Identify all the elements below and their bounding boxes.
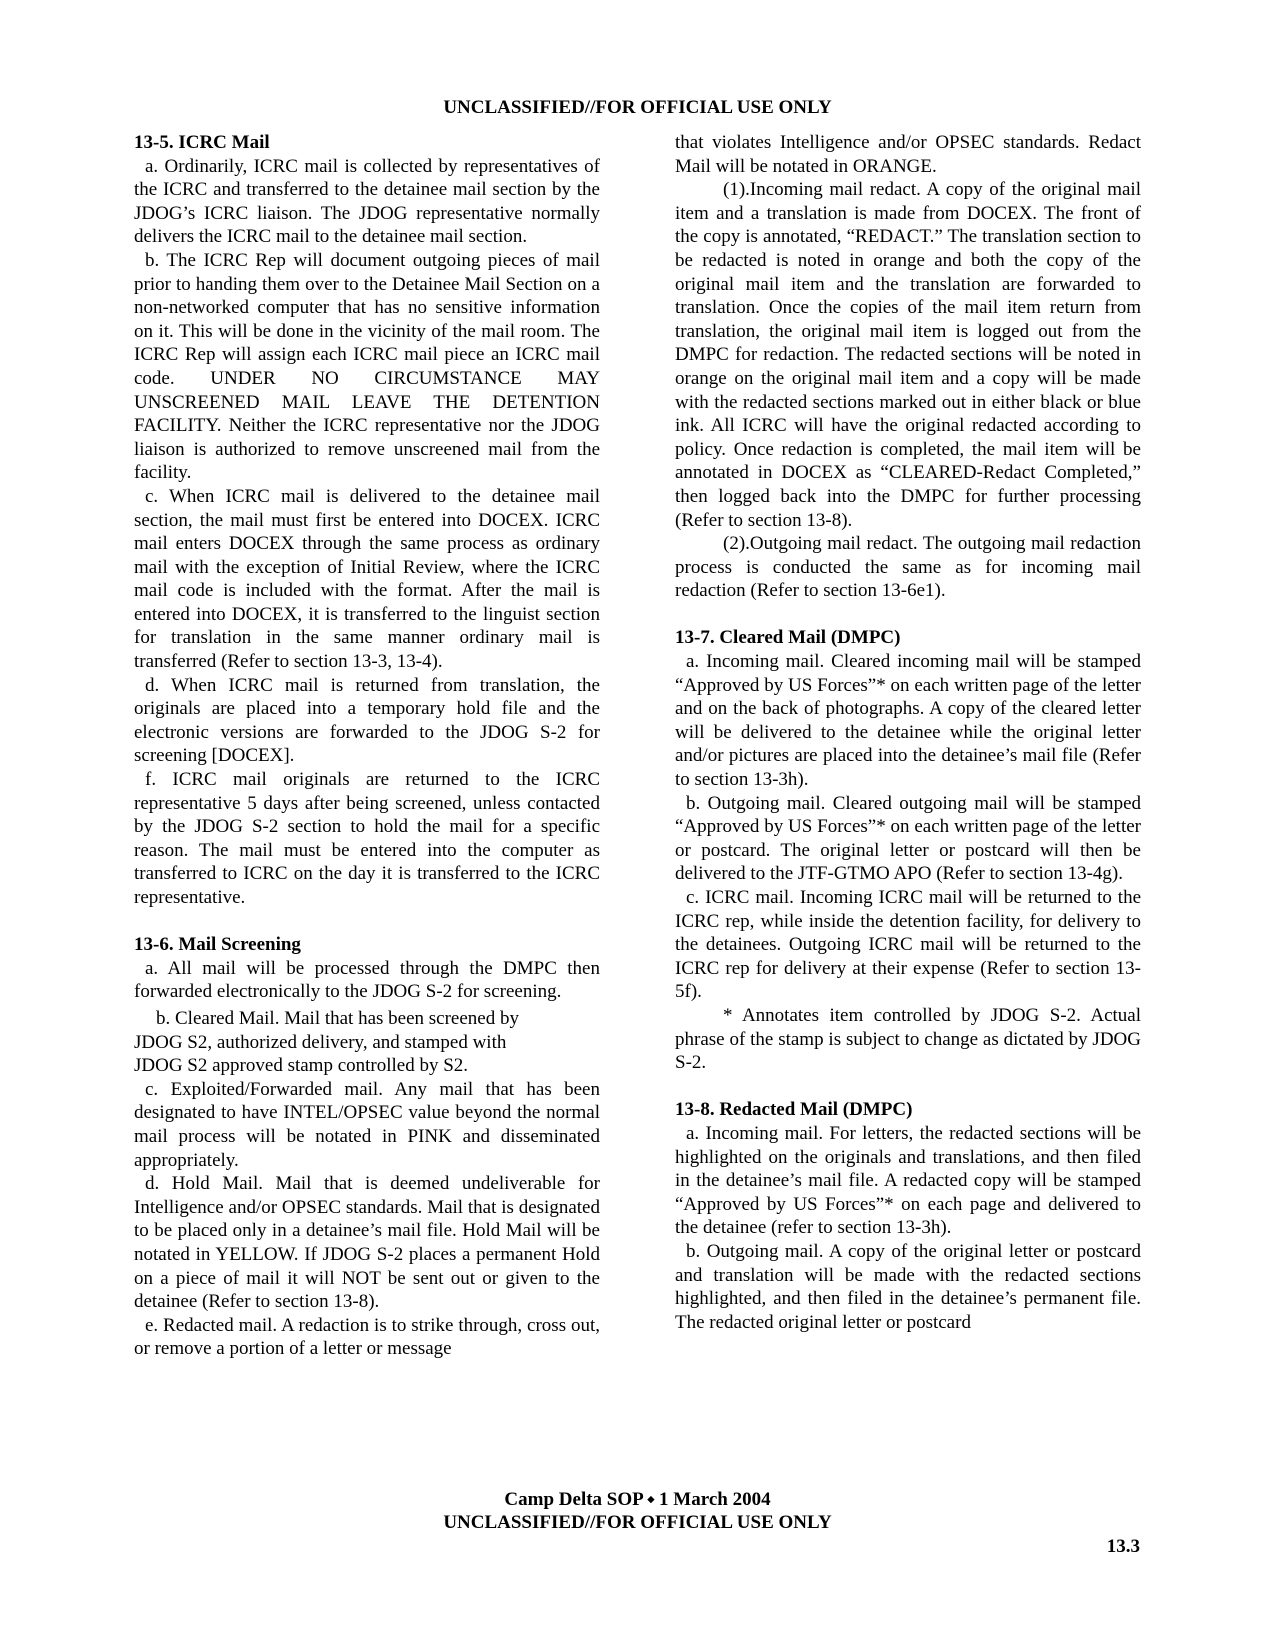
paragraph-13-5-f: f. ICRC mail originals are returned to the ICRC representative 5 days after being screened, unless contacted by the JDOG S-2 section to hold the mail for a specific reason. The mail must be entered into the computer as transferred to ICRC on the day it is transferred to the ICRC representative. bbox=[134, 769, 600, 908]
paragraph-13-5-a: a. Ordinarily, ICRC mail is collected by representatives of the ICRC and transferred to the detainee mail section by the JDOG’s ICRC liaison. The JDOG representative normally delivers the ICRC mail to the detainee mail section. bbox=[134, 155, 600, 248]
paragraph-13-6-e-1: (1).Incoming mail redact. A copy of the original mail item and a translation is made from DOCEX. The front of the copy is annotated, “REDACT.” The translation section to be redacted is noted in orange and both the copy of the original mail item and the translation are forwarded to translation. Once the copies of the mail item return from translation, the original mail item is logged out from the DMPC for redaction. The redacted sections will be noted in orange on the original mail item and a copy will be made with the redacted sections marked out in either black or blue ink. All ICRC will have the original redacted according to policy. Once redaction is completed, the mail item will be annotated in DOCEX as “CLEARED-Redact Completed,” then logged back into the DMPC for further processing (Refer to section 13-8). bbox=[675, 179, 1141, 531]
paragraph-13-7-b: b. Outgoing mail. Cleared outgoing mail will be stamped “Approved by US Forces”* on each written page of the letter or postcard. The original letter or postcard will then be delivered to the JTF-GTMO APO (Refer to section 13-4g). bbox=[675, 792, 1141, 885]
section-heading-13-7: 13-7. Cleared Mail (DMPC) bbox=[675, 627, 901, 649]
paragraph-13-6-b-line-2: JDOG S2, authorized delivery, and stamped with bbox=[134, 1031, 507, 1053]
paragraph-13-7-a: a. Incoming mail. Cleared incoming mail will be stamped “Approved by US Forces”* on each written page of the letter and on the back of photographs. A copy of the cleared letter will be delivered to the detainee while the original letter and/or pictures are placed into the detainee’s mail file (Refer to section 13-3h). bbox=[675, 651, 1141, 791]
paragraph-13-6-b-line-3: JDOG S2 approved stamp controlled by S2. bbox=[134, 1055, 469, 1077]
paragraph-13-6-b-line-1: b. Cleared Mail. Mail that has been screened by bbox=[156, 1007, 519, 1029]
section-heading-13-5: 13-5. ICRC Mail bbox=[134, 132, 270, 153]
paragraph-13-8-b: b. Outgoing mail. A copy of the original letter or postcard and translation will be made with the redacted sections highlighted, and then filed in the detainee’s permanent file. The redacted original letter or postcard bbox=[675, 1240, 1141, 1333]
classification-header: UNCLASSIFIED//FOR OFFICIAL USE ONLY bbox=[443, 97, 832, 118]
paragraph-13-6-c: c. Exploited/Forwarded mail. Any mail that has been designated to have INTEL/OPSEC value beyond the normal mail process will be notated in PINK and disseminated appropriately. bbox=[134, 1078, 600, 1171]
section-heading-13-8: 13-8. Redacted Mail (DMPC) bbox=[675, 1099, 913, 1121]
paragraph-13-7-c: c. ICRC mail. Incoming ICRC mail will be returned to the ICRC rep, while inside the detention facility, for delivery to the detainees. Outgoing ICRC mail will be returned to the ICRC rep for delivery at their expense (Refer to section 13-5f). bbox=[675, 887, 1141, 1003]
page-number: 13.3 bbox=[1106, 1536, 1140, 1557]
paragraph-13-8-a: a. Incoming mail. For letters, the redacted sections will be highlighted on the originals and translations, and then filed in the detainee’s mail file. A redacted copy will be stamped “Approved by US Forces”* on each page and delivered to the detainee (refer to section 13-3h). bbox=[675, 1122, 1141, 1239]
paragraph-13-5-b: b. The ICRC Rep will document outgoing pieces of mail prior to handing them over to the Detainee Mail Section on a non-networked computer that has no sensitive information on it. This will be done in the vicinity of the mail room. The ICRC Rep will assign each ICRC mail piece an ICRC mail code. UNDER NO CIRCUMSTANCE MAY UNSCREENED MAIL LEAVE THE DETENTION FACILITY. Neither the ICRC representative nor the JDOG liaison is authorized to remove unscreened mail from the facility. bbox=[134, 249, 600, 484]
right-column bbox=[675, 131, 1141, 1334]
section-heading-13-6: 13-6. Mail Screening bbox=[134, 934, 301, 956]
paragraph-13-5-c: c. When ICRC mail is delivered to the detainee mail section, the mail must first be entered into DOCEX. ICRC mail enters DOCEX through the same process as ordinary mail with the exception of Initial Review, where the ICRC mail code is included with the format. After the mail is entered into DOCEX, it is transferred to the linguist section for translation in the same manner ordinary mail is transferred (Refer to section 13-3, 13-4). bbox=[134, 485, 600, 673]
paragraph-13-6-e-2: (2).Outgoing mail redact. The outgoing mail redaction process is conducted the same as for incoming mail redaction (Refer to section 13-6e1). bbox=[675, 533, 1141, 602]
page-footer bbox=[0, 1488, 1275, 1534]
footer-document-line: Camp Delta SOP ⬩ 1 March 2004 bbox=[504, 1489, 771, 1510]
paragraph-13-6-e-start: e. Redacted mail. A redaction is to strike through, cross out, or remove a portion of a letter or message bbox=[134, 1314, 600, 1360]
footnote-13-7: * Annotates item controlled by JDOG S-2. Actual phrase of the stamp is subject to change as dictated by JDOG S-2. bbox=[675, 1004, 1141, 1074]
footer-classification: UNCLASSIFIED//FOR OFFICIAL USE ONLY bbox=[443, 1512, 832, 1533]
paragraph-13-6-e-continued: that violates Intelligence and/or OPSEC standards. Redact Mail will be notated in ORANGE. bbox=[675, 132, 1141, 177]
paragraph-13-6-a: a. All mail will be processed through the DMPC then forwarded electronically to the JDOG S-2 for screening. bbox=[134, 957, 600, 1003]
paragraph-13-5-d: d. When ICRC mail is returned from translation, the originals are placed into a temporary hold file and the electronic versions are forwarded to the JDOG S-2 for screening [DOCEX]. bbox=[134, 674, 600, 767]
left-column bbox=[134, 131, 600, 1361]
paragraph-13-6-d: d. Hold Mail. Mail that is deemed undeliverable for Intelligence and/or OPSEC standards. Mail that is designated to be placed only in a detainee’s mail file. Hold Mail will be notated in YELLOW. If JDOG S-2 places a permanent Hold on a piece of mail it will NOT be sent out or given to the detainee (Refer to section 13-8). bbox=[134, 1173, 600, 1313]
